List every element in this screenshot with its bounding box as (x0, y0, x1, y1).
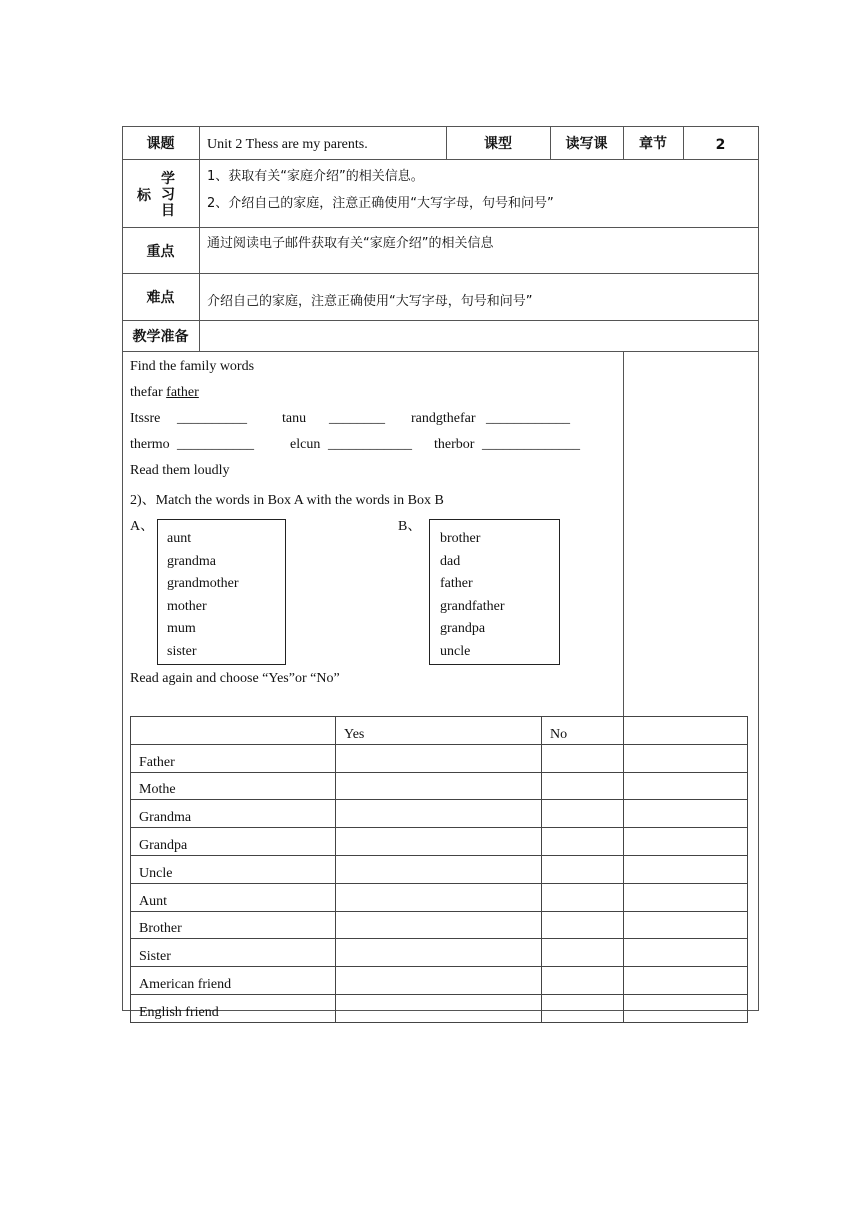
outer-right-border (758, 126, 759, 1011)
table-header-row (131, 717, 748, 745)
extra-cell (624, 828, 748, 856)
no-cell[interactable] (542, 883, 624, 911)
yes-cell[interactable] (336, 994, 542, 1022)
type-value: 读写课 (565, 136, 608, 152)
table-row (131, 800, 748, 828)
scrambled-word: Itssre (130, 411, 161, 426)
answer-blank[interactable]: ___________ (177, 437, 254, 452)
objective-item: 1、获取有关“家庭介绍”的相关信息。 (207, 169, 424, 184)
extra-cell (624, 967, 748, 995)
person-label: Uncle (131, 855, 336, 883)
box-a-word: sister (167, 643, 197, 659)
extra-cell (624, 800, 748, 828)
chapter-value: 2 (715, 137, 726, 153)
no-cell[interactable] (542, 967, 624, 995)
read-again-instruction: Read again and choose “Yes”or “No” (130, 671, 340, 686)
read-loudly-instruction: Read them loudly (130, 463, 230, 478)
scrambled-word: elcun (290, 437, 321, 452)
person-label: American friend (131, 967, 336, 995)
key-point-text: 通过阅读电子邮件获取有关“家庭介绍”的相关信息 (207, 236, 494, 251)
row-divider (122, 273, 759, 274)
person-label: Sister (131, 939, 336, 967)
scrambled-word: tanu (282, 411, 307, 426)
table-row (131, 911, 748, 939)
yes-header: Yes (336, 717, 542, 745)
no-cell[interactable] (542, 911, 624, 939)
box-b-word: dad (440, 553, 461, 569)
scrambled-word: randgthefar (411, 411, 476, 426)
box-a-word: grandma (167, 553, 216, 569)
objectives-label-char: 目 (161, 203, 175, 219)
person-label: Brother (131, 911, 336, 939)
yes-cell[interactable] (336, 855, 542, 883)
body-column-divider (623, 351, 624, 717)
no-cell[interactable] (542, 772, 624, 800)
difficulty-text: 介绍自己的家庭，注意正确使用“大写字母，句号和问号” (207, 294, 533, 309)
chapter-label: 章节 (639, 136, 667, 152)
extra-cell (624, 772, 748, 800)
no-cell[interactable] (542, 939, 624, 967)
objectives-label-char: 习 (161, 187, 175, 203)
example-answer: father (166, 385, 199, 400)
find-words-title: Find the family words (130, 359, 255, 374)
key-point-label: 重点 (146, 244, 175, 260)
yes-cell[interactable] (336, 911, 542, 939)
table-row (131, 828, 748, 856)
type-label: 课型 (484, 136, 512, 152)
yes-no-table (130, 716, 748, 1023)
table-row (131, 883, 748, 911)
person-label: Mothe (131, 772, 336, 800)
scrambled-word: thermo (130, 437, 170, 452)
row-divider (122, 351, 759, 352)
match-instruction: 2)、Match the words in Box A with the words in Box B (130, 493, 444, 508)
box-a (157, 519, 286, 665)
box-a-word: mum (167, 621, 196, 637)
box-a-word: mother (167, 598, 207, 614)
table-row (131, 939, 748, 967)
example-line (130, 385, 199, 401)
difficulty-label: 难点 (146, 290, 175, 306)
extra-cell (624, 744, 748, 772)
objectives-label-char: 标 (137, 188, 151, 204)
table-header-cell (624, 717, 748, 745)
row-divider (122, 320, 759, 321)
box-a-word: aunt (167, 531, 192, 546)
yes-cell[interactable] (336, 967, 542, 995)
no-cell[interactable] (542, 800, 624, 828)
yes-cell[interactable] (336, 939, 542, 967)
person-label: English friend (131, 994, 336, 1022)
objective-item: 2、介绍自己的家庭，注意正确使用“大写字母，句号和问号” (207, 196, 554, 211)
no-cell[interactable] (542, 994, 624, 1022)
person-label: Aunt (131, 883, 336, 911)
box-a-label: A、 (130, 519, 155, 534)
box-b-word: father (440, 576, 473, 592)
scrambled-word: therbor (434, 437, 475, 452)
no-cell[interactable] (542, 855, 624, 883)
yes-cell[interactable] (336, 800, 542, 828)
extra-cell (624, 855, 748, 883)
preparation-label: 教学准备 (132, 329, 189, 345)
box-b-word: grandpa (440, 621, 486, 637)
box-b-label: B、 (398, 519, 422, 534)
row-divider (122, 227, 759, 228)
no-cell[interactable] (542, 828, 624, 856)
yes-cell[interactable] (336, 883, 542, 911)
extra-cell (624, 939, 748, 967)
box-b-word: uncle (440, 643, 471, 659)
yes-cell[interactable] (336, 772, 542, 800)
table-row (131, 744, 748, 772)
answer-blank[interactable]: ________ (329, 411, 385, 426)
answer-blank[interactable]: ____________ (486, 411, 570, 426)
table-row (131, 772, 748, 800)
person-label: Grandpa (131, 828, 336, 856)
example-word: thefar (130, 385, 163, 400)
yes-cell[interactable] (336, 744, 542, 772)
label-column-divider (199, 126, 200, 352)
box-a-word: grandmother (167, 576, 239, 592)
box-b-word: grandfather (440, 598, 505, 614)
yes-cell[interactable] (336, 828, 542, 856)
table-row (131, 967, 748, 995)
table-row (131, 855, 748, 883)
person-label: Grandma (131, 800, 336, 828)
extra-cell (624, 883, 748, 911)
topic-label: 课题 (146, 136, 175, 152)
answer-blank[interactable]: ______________ (482, 437, 580, 452)
person-label: Father (131, 744, 336, 772)
objectives-label-char: 学 (161, 171, 175, 187)
no-cell[interactable] (542, 744, 624, 772)
answer-blank[interactable]: ____________ (328, 437, 412, 452)
table-row (131, 994, 748, 1022)
topic-value: Unit 2 Thess are my parents. (207, 137, 368, 152)
box-b (429, 519, 560, 665)
box-b-word: brother (440, 531, 481, 546)
extra-cell (624, 911, 748, 939)
no-header: No (542, 717, 624, 745)
answer-blank[interactable]: __________ (177, 411, 247, 426)
table-header-cell (131, 717, 336, 745)
row-divider (122, 159, 759, 160)
extra-cell (624, 994, 748, 1022)
